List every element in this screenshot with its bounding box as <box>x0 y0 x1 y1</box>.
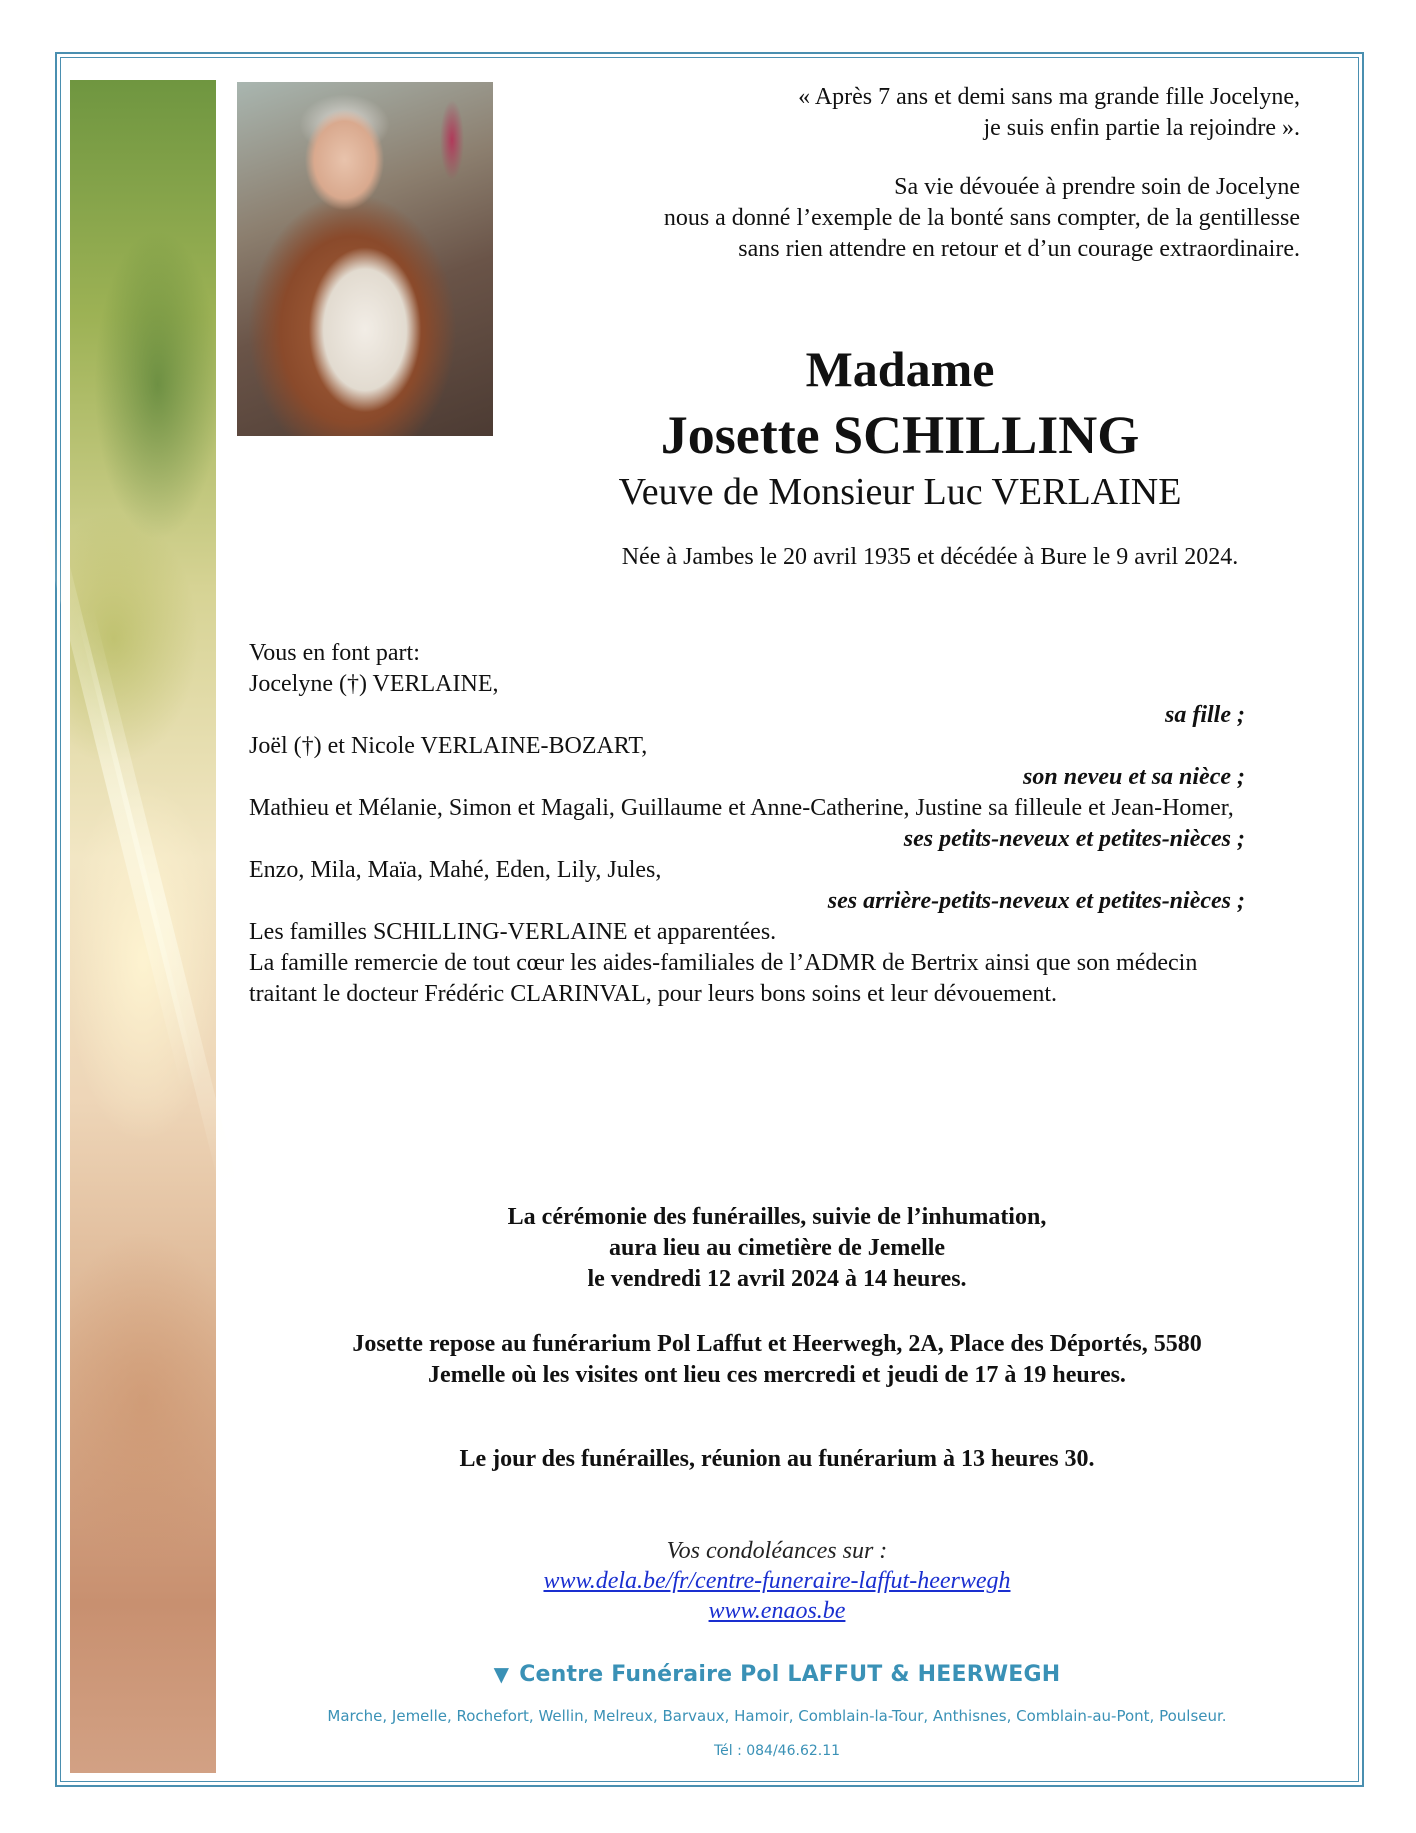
deceased-title: Madame <box>805 341 995 397</box>
funeral-home-towns: Marche, Jemelle, Rochefort, Wellin, Melreux, Barvaux, Hamoir, Comblain-la-Tour, Anthisnes, Comblain-au-Pont, Poulseur. <box>327 1707 1227 1725</box>
repose-info <box>249 1329 1305 1391</box>
flower-decoration <box>437 92 467 212</box>
funeral-home-title: Centre Funéraire Pol LAFFUT & HEERWEGH <box>519 1662 1061 1687</box>
quote-line: « Après 7 ans et demi sans ma grande fille Jocelyne, <box>798 84 1300 110</box>
deceased-name: Josette SCHILLING <box>660 405 1140 465</box>
families-line: Les familles SCHILLING-VERLAINE et apparentées. <box>249 919 777 945</box>
funeral-home-name <box>249 1662 1305 1687</box>
quote-line: nous a donné l’exemple de la bonté sans compter, de la gentillesse <box>663 205 1300 231</box>
thanks-paragraph: La famille remercie de tout cœur les aides-familiales de l’ADMR de Bertrix ainsi que son médecin traitant le docteur Frédéric CLARINVAL, pour leurs bons soins et leur dévouement. <box>249 950 1198 1007</box>
portrait-photo <box>237 82 493 436</box>
funeral-day-line: Le jour des funérailles, réunion au funérarium à 13 heures 30. <box>459 1446 1095 1472</box>
down-triangle-icon: ▼ <box>493 1662 510 1686</box>
family-member-names: Enzo, Mila, Maïa, Mahé, Eden, Lily, Jules, <box>249 857 662 883</box>
funeral-day-info <box>249 1444 1305 1475</box>
family-member-names: Joël (†) et Nicole VERLAINE-BOZART, <box>249 733 648 759</box>
family-relation: ses arrière-petits-neveux et petites-nièces ; <box>827 888 1245 914</box>
funeral-home-phone: Tél : 084/46.62.11 <box>713 1743 841 1759</box>
family-member-names: Jocelyne (†) VERLAINE, <box>249 671 499 697</box>
ceremony-info <box>249 1202 1305 1295</box>
announcement-body <box>249 638 1249 1010</box>
condolences-link-enaos[interactable]: www.enaos.be <box>708 1598 846 1624</box>
ceremony-line: le vendredi 12 avril 2024 à 14 heures. <box>587 1266 967 1292</box>
ceremony-line: La cérémonie des funérailles, suivie de l’inhumation, <box>507 1204 1047 1230</box>
widow-line: Veuve de Monsieur Luc VERLAINE <box>618 471 1182 513</box>
ceremony-line: aura lieu au cimetière de Jemelle <box>608 1235 946 1261</box>
condolences-lead: Vos condoléances sur : <box>666 1538 888 1564</box>
decorative-forest-strip <box>70 80 216 1773</box>
family-member-names: Mathieu et Mélanie, Simon et Magali, Guillaume et Anne-Catherine, Justine sa filleule et Jean-Homer, <box>249 795 1234 821</box>
birth-death-dates: Née à Jambes le 20 avril 1935 et décédée à Bure le 9 avril 2024. <box>621 544 1239 570</box>
family-relation: sa fille ; <box>1165 702 1245 728</box>
repose-line: Josette repose au funérarium Pol Laffut et Heerwegh, 2A, Place des Déportés, 5580 <box>352 1331 1202 1357</box>
family-relation: ses petits-neveux et petites-nièces ; <box>903 826 1245 852</box>
memorial-quote <box>520 82 1300 265</box>
light-ray <box>76 607 239 1194</box>
quote-line: sans rien attendre en retour et d’un courage extraordinaire. <box>738 236 1300 262</box>
condolences-link-dela[interactable]: www.dela.be/fr/centre-funeraire-laffut-heerwegh <box>543 1568 1011 1594</box>
quote-line: Sa vie dévouée à prendre soin de Jocelyne <box>894 174 1300 200</box>
family-relation: son neveu et sa nièce ; <box>1023 764 1245 790</box>
repose-line: Jemelle où les visites ont lieu ces mercredi et jeudi de 17 à 19 heures. <box>428 1362 1126 1388</box>
quote-line: je suis enfin partie la rejoindre ». <box>983 115 1300 141</box>
condolences-section <box>249 1536 1305 1626</box>
announcement-intro: Vous en font part: <box>249 640 420 666</box>
